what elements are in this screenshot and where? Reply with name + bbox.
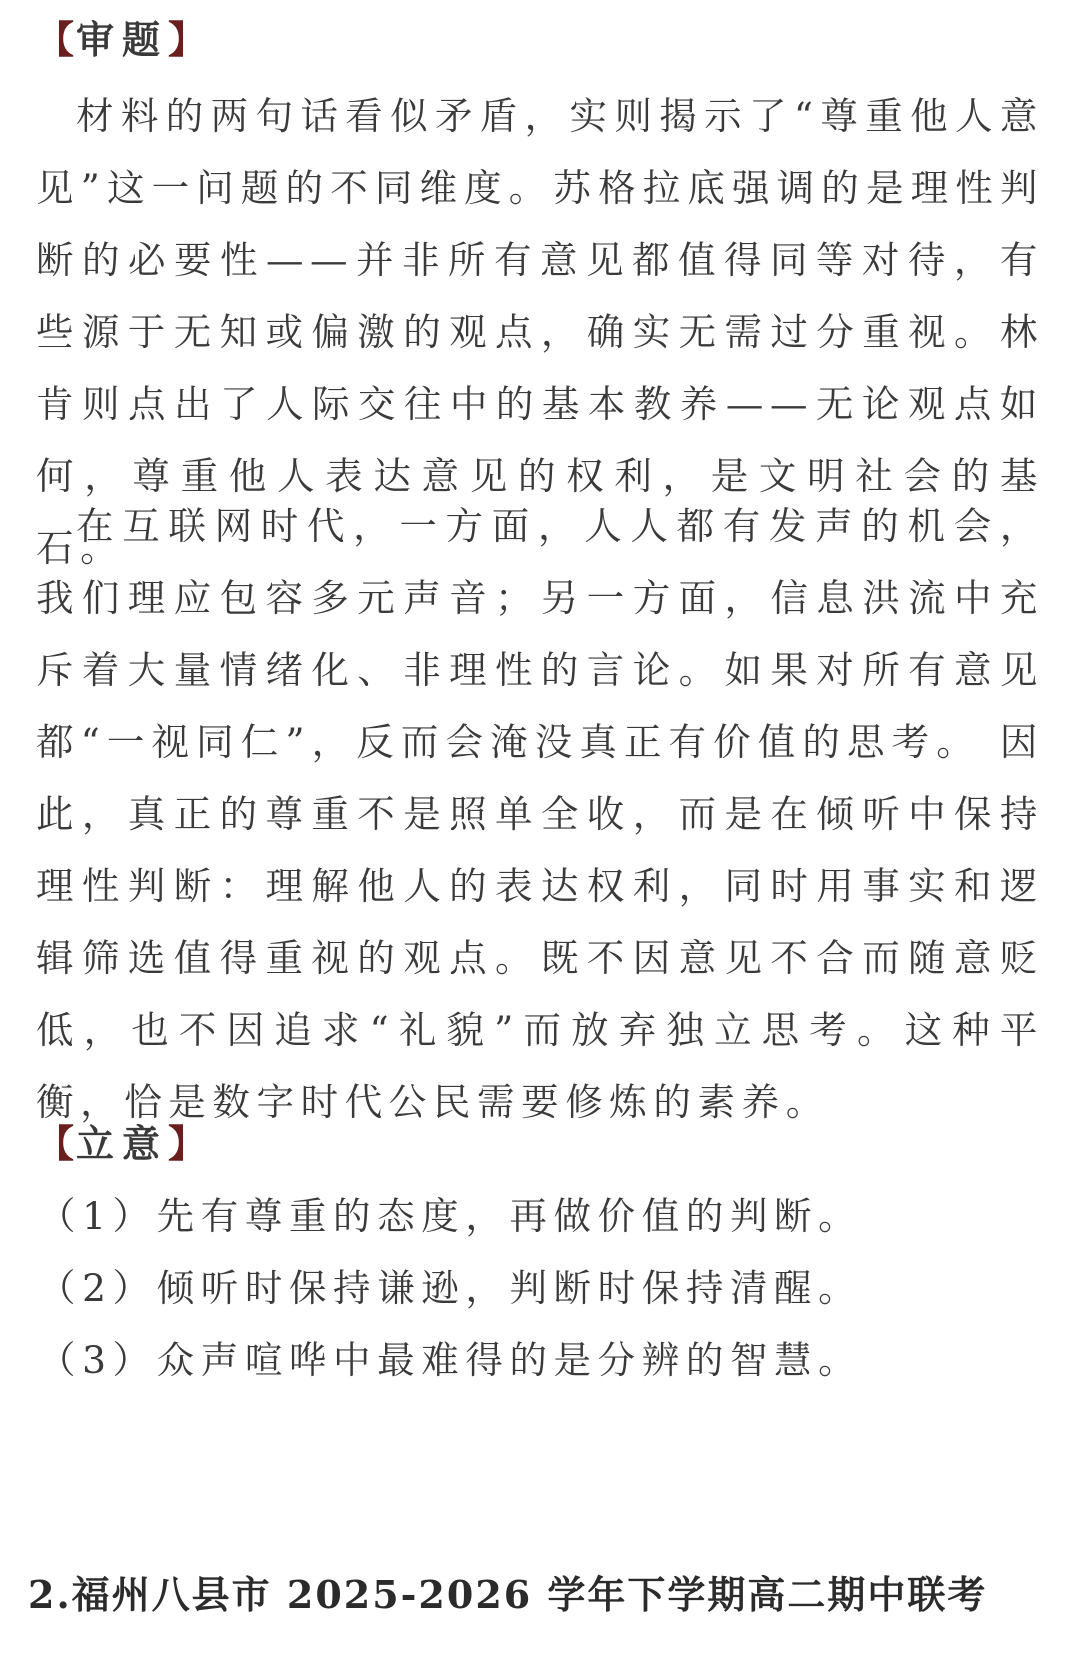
section-heading-liyi (36, 1118, 208, 1170)
heading-bracket-open: 【 (36, 1121, 77, 1166)
section-heading-shenti (36, 14, 208, 66)
shenti-paragraph-2: 在互联网时代，一方面，人人都有发声的机会，我们理应包容多元声音；另一方面，信息洪流中充斥着大量情绪化、非理性的言论。如果对所有意见都“一视同仁”，反而会淹没真正有价值的思考。 因此，真正的尊重不是照单全收，而是在倾听中保持理性判断：理解他人的表达权利，同时用事实和逻辑筛选值得重视的观点。既不因意见不合而随意贬低，也不因追求“礼貌”而放弃独立思考。这种平衡，恰是数字时代公民需要修炼的素养。 (36, 504, 1044, 1124)
heading-bracket-close: 】 (168, 1121, 209, 1166)
heading-title: 审题 (76, 17, 169, 62)
heading-bracket-open: 【 (36, 17, 77, 62)
next-question-title: 2.福州八县市 2025-2026 学年下学期高二期中联考 (28, 1572, 988, 1617)
shenti-paragraph-1: 材料的两句话看似矛盾，实则揭示了“尊重他人意见”这一问题的不同维度。苏格拉底强调的是理性判断的必要性——并非所有意见都值得同等对待，有些源于无知或偏激的观点，确实无需过分重视。林肯则点出了人际交往中的基本教养——无论观点如何，尊重他人表达意见的权利，是文明社会的基石。 (36, 94, 1044, 570)
heading-title: 立意 (76, 1121, 169, 1166)
liyi-item-3: （3）众声喧哗中最难得的是分辨的智慧。 (38, 1338, 863, 1382)
liyi-item-1: （1）先有尊重的态度，再做价值的判断。 (38, 1194, 863, 1238)
heading-bracket-close: 】 (168, 17, 209, 62)
liyi-item-2: （2）倾听时保持谦逊，判断时保持清醒。 (38, 1266, 863, 1310)
